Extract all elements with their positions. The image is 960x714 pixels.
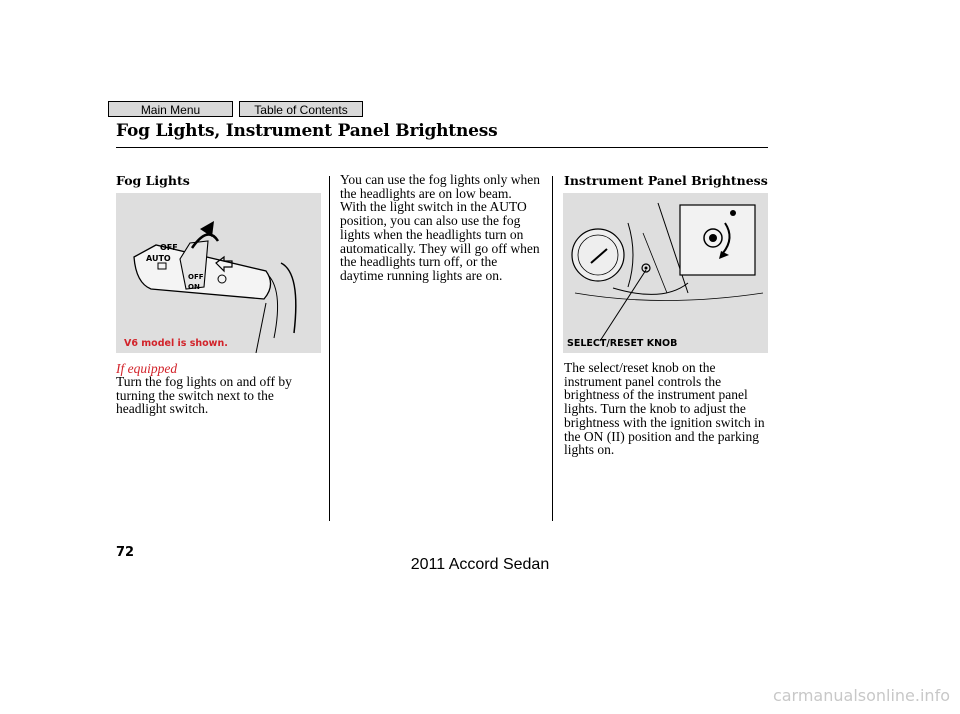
select-reset-knob-caption: SELECT/RESET KNOB bbox=[567, 338, 678, 349]
page-number: 72 bbox=[116, 545, 135, 560]
table-of-contents-button[interactable]: Table of Contents bbox=[239, 101, 363, 117]
watermark: carmanualsonline.info bbox=[772, 686, 950, 705]
column-divider-right bbox=[552, 176, 553, 521]
switch-label-auto: AUTO bbox=[146, 254, 171, 263]
title-divider bbox=[116, 147, 768, 148]
fog-lights-figure-caption: V6 model is shown. bbox=[124, 338, 228, 349]
switch-label-on: ON bbox=[188, 283, 200, 291]
footer-model-name: 2011 Accord Sedan bbox=[410, 556, 550, 573]
fog-lights-intro-text: Turn the fog lights on and off by turning the switch next to the headlight switch. bbox=[116, 374, 292, 417]
column-divider-left bbox=[329, 176, 330, 521]
page-title: Fog Lights, Instrument Panel Brightness bbox=[116, 121, 498, 141]
if-equipped-note: If equipped bbox=[116, 361, 178, 376]
instrument-panel-heading: Instrument Panel Brightness bbox=[564, 173, 768, 188]
fog-light-switch-figure bbox=[116, 193, 321, 353]
main-menu-button[interactable]: Main Menu bbox=[108, 101, 233, 117]
switch-label-off: OFF bbox=[188, 273, 204, 281]
instrument-panel-illustration bbox=[563, 193, 768, 353]
switch-label-off-top: OFF bbox=[160, 243, 178, 252]
fog-light-switch-illustration bbox=[116, 193, 321, 353]
fog-lights-heading: Fog Lights bbox=[116, 173, 190, 188]
fog-lights-description-text: You can use the fog lights only when the headlights are on low beam. With the light switch in the AUTO position, you can also use the fog lights when the headlights turn on automatically. They will go off when the headlights turn off, or the daytime running lights are on. bbox=[340, 172, 540, 283]
instrument-panel-figure bbox=[563, 193, 768, 353]
instrument-panel-description-text: The select/reset knob on the instrument panel controls the brightness of the instrument panel lights. Turn the knob to adjust the brightness with the ignition switch in the ON (II) position and the parking lights on. bbox=[564, 360, 765, 458]
